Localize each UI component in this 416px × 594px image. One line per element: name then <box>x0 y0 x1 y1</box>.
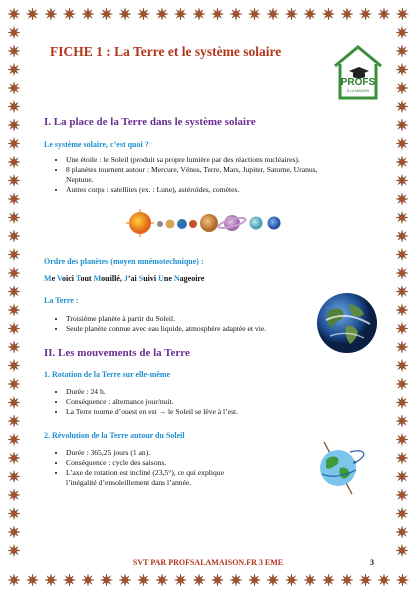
mnemonic-word: J’ai <box>123 274 139 283</box>
mercury-icon <box>157 221 163 227</box>
border-star <box>8 452 20 464</box>
border-star <box>8 45 20 57</box>
border-star <box>304 574 316 586</box>
list-item: • Troisième planète à partir du Soleil. <box>66 314 336 324</box>
border-star <box>396 156 408 168</box>
border-star <box>396 397 408 409</box>
border-star <box>8 286 20 298</box>
list-item <box>66 175 396 185</box>
border-star <box>396 82 408 94</box>
solar-system-bullets <box>40 155 396 195</box>
border-star <box>230 574 242 586</box>
section-heading-2: II. Les mouvements de la Terre <box>44 347 190 359</box>
border-star <box>8 8 20 20</box>
border-star <box>267 8 279 20</box>
border-star <box>360 8 372 20</box>
list-item: • Conséquence : cycle des saisons. <box>66 458 336 468</box>
border-star <box>175 574 187 586</box>
border-star <box>27 8 39 20</box>
list-item-continuation: l’inégalité d’ensoleillement dans l’année. <box>66 478 192 487</box>
border-star <box>8 434 20 446</box>
border-star <box>396 508 408 520</box>
border-star <box>8 508 20 520</box>
list-item: • Autres corps : satellites (ex. : Lune), astéroïdes, comètes. <box>66 185 396 195</box>
border-star <box>8 27 20 39</box>
border-star <box>101 574 113 586</box>
border-star <box>8 545 20 557</box>
border-star <box>8 489 20 501</box>
border-star <box>341 8 353 20</box>
border-star <box>119 8 131 20</box>
border-star <box>249 574 261 586</box>
border-star <box>138 574 150 586</box>
venus-icon <box>166 220 175 229</box>
border-star <box>396 415 408 427</box>
jupiter-icon <box>200 214 218 232</box>
uranus-icon <box>250 217 263 230</box>
border-star <box>8 230 20 242</box>
subsection-heading-earth: La Terre : <box>44 296 79 305</box>
page-number: 3 <box>370 558 374 567</box>
border-star <box>8 193 20 205</box>
border-star <box>64 8 76 20</box>
logo-text: PROFS <box>340 77 376 88</box>
mars-icon <box>189 220 197 228</box>
border-star <box>396 526 408 538</box>
list-item-continuation: Neptune. <box>66 175 94 184</box>
border-star <box>286 574 298 586</box>
border-star <box>396 138 408 150</box>
border-star <box>396 489 408 501</box>
mnemonic-sentence <box>44 274 204 283</box>
border-star <box>396 249 408 261</box>
border-star <box>8 212 20 224</box>
list-item: • 8 planètes tournent autour : Mercure, Vénus, Terre, Mars, Jupiter, Saturne, Uranus, <box>66 165 396 175</box>
border-star <box>8 341 20 353</box>
border-star <box>397 574 409 586</box>
border-star <box>8 415 20 427</box>
border-star <box>396 323 408 335</box>
sun-icon <box>126 209 154 237</box>
subsection-heading-solar-system: Le système solaire, c’est quoi ? <box>44 140 149 149</box>
list-item: • Seule planète connue avec eau liquide, atmosphère adaptée et vie. <box>66 324 336 334</box>
mnemonic-word: Voici <box>56 274 76 283</box>
border-star <box>8 360 20 372</box>
border-star <box>212 574 224 586</box>
list-item: • Conséquence : alternance jour/nuit. <box>66 397 366 407</box>
border-star <box>396 101 408 113</box>
border-star <box>396 434 408 446</box>
border-star <box>378 574 390 586</box>
border-star <box>193 8 205 20</box>
border-star <box>8 64 20 76</box>
border-star <box>396 471 408 483</box>
border-star <box>101 8 113 20</box>
subsection-heading-revolution: 2. Révolution de la Terre autour du Soleil <box>44 431 185 440</box>
logo-subtext: À LA MAISON <box>346 89 370 93</box>
border-star <box>267 574 279 586</box>
border-star <box>8 526 20 538</box>
list-item: • Durée : 24 h. <box>66 387 366 397</box>
tilted-earth-axis-image <box>308 438 368 498</box>
page-footer: SVT PAR PROFSALAMAISON.FR 3 EME <box>132 558 284 567</box>
list-item: • La Terre tourne d’ouest en est → le Soleil se lève à l’est. <box>66 407 366 417</box>
border-star <box>378 8 390 20</box>
section-heading-1: I. La place de la Terre dans le système solaire <box>44 116 256 128</box>
border-star <box>27 574 39 586</box>
mnemonic-word: Mouillé, <box>93 274 124 283</box>
earth-globe-image <box>316 292 378 354</box>
rotation-bullets <box>40 387 366 417</box>
border-star <box>212 8 224 20</box>
border-star <box>396 360 408 372</box>
list-item: • Durée : 365,25 jours (1 an). <box>66 448 336 458</box>
border-star <box>8 397 20 409</box>
border-star <box>396 304 408 316</box>
border-star <box>396 378 408 390</box>
border-star <box>397 8 409 20</box>
mnemonic-word: Suivi <box>138 274 159 283</box>
border-star <box>396 230 408 242</box>
border-star <box>396 27 408 39</box>
saturn-icon <box>218 215 247 231</box>
neptune-icon <box>268 217 281 230</box>
border-star <box>8 323 20 335</box>
border-star <box>396 193 408 205</box>
earth-icon <box>177 219 187 229</box>
border-star <box>360 574 372 586</box>
border-star <box>249 8 261 20</box>
border-star <box>156 574 168 586</box>
border-star <box>8 101 20 113</box>
border-star <box>8 574 20 586</box>
page-title: FICHE 1 : La Terre et le système solaire <box>50 44 282 59</box>
border-star <box>396 267 408 279</box>
border-star <box>138 8 150 20</box>
border-star <box>304 8 316 20</box>
subsection-heading-rotation: 1. Rotation de la Terre sur elle-même <box>44 370 171 379</box>
mnemonic-word: Tout <box>75 274 94 283</box>
border-star <box>8 175 20 187</box>
border-star <box>323 8 335 20</box>
border-star <box>64 574 76 586</box>
border-star <box>8 119 20 131</box>
border-star <box>8 156 20 168</box>
mnemonic-word: Nageoire <box>173 274 205 283</box>
border-star <box>8 471 20 483</box>
border-star <box>286 8 298 20</box>
profs-logo <box>332 44 384 102</box>
border-star <box>45 574 57 586</box>
planets-illustration <box>126 208 290 238</box>
border-star <box>230 8 242 20</box>
border-star <box>119 574 131 586</box>
border-star <box>396 341 408 353</box>
border-star <box>396 286 408 298</box>
border-star <box>8 378 20 390</box>
subsection-heading-planet-order: Ordre des planètes (moyen mnémotechnique) : <box>44 257 204 266</box>
border-star <box>156 8 168 20</box>
border-star <box>396 545 408 557</box>
border-star <box>193 574 205 586</box>
border-star <box>8 267 20 279</box>
border-star <box>8 249 20 261</box>
border-star <box>175 8 187 20</box>
border-star <box>396 452 408 464</box>
border-star <box>396 64 408 76</box>
list-item: • Une étoile : le Soleil (produit sa propre lumière par des réactions nucléaires). <box>66 155 396 165</box>
border-star <box>396 175 408 187</box>
border-star <box>8 138 20 150</box>
border-star <box>396 45 408 57</box>
border-star <box>8 304 20 316</box>
list-item <box>66 478 336 488</box>
border-star <box>82 8 94 20</box>
house-graduation-cap-icon <box>332 44 384 102</box>
list-item: • L’axe de rotation est incliné (23,5°), ce qui explique <box>66 468 336 478</box>
revolution-bullets <box>40 448 336 488</box>
border-star <box>82 574 94 586</box>
earth-bullets <box>40 314 336 334</box>
border-star <box>396 119 408 131</box>
border-star <box>45 8 57 20</box>
border-star <box>8 82 20 94</box>
mnemonic-word: Me <box>44 274 57 283</box>
border-star <box>396 212 408 224</box>
mnemonic-word: Une <box>158 274 174 283</box>
border-star <box>323 574 335 586</box>
border-star <box>341 574 353 586</box>
